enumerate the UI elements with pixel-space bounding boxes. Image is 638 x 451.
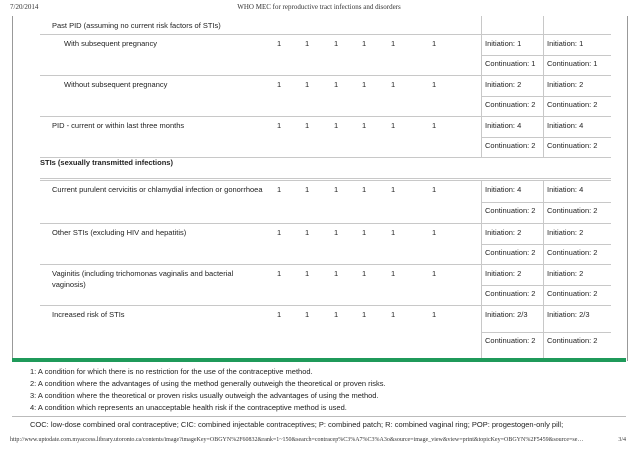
initiation-value: Initiation: 4	[547, 185, 584, 194]
category-value: 1	[277, 39, 282, 48]
category-value: 1	[432, 39, 437, 48]
row-label: PID - current or within last three months	[52, 121, 185, 130]
initiation-value: Initiation: 2/3	[485, 310, 528, 319]
row-divider	[40, 34, 611, 35]
category-value: 1	[362, 269, 367, 278]
continuation-value: Continuation: 2	[547, 140, 598, 150]
category-value: 1	[305, 39, 310, 48]
column-divider	[481, 116, 482, 157]
category-value: 1	[277, 121, 282, 130]
category-value: 1	[334, 80, 339, 89]
category-value: 1	[362, 39, 367, 48]
category-value: 1	[305, 121, 310, 130]
continuation-value: Continuation: 2	[547, 205, 598, 215]
category-value: 1	[305, 228, 310, 237]
category-value: 1	[391, 269, 396, 278]
category-value: 1	[334, 185, 339, 194]
section-title: STIs (sexually transmitted infections)	[40, 158, 173, 167]
row-divider	[481, 332, 611, 333]
legend	[30, 366, 386, 414]
initiation-value: Initiation: 2	[485, 269, 522, 278]
legend-item: 4: A condition which represents an unacceptable health risk if the contraceptive method is used.	[30, 403, 347, 412]
category-value: 1	[305, 269, 310, 278]
continuation-value: Continuation: 1	[547, 58, 598, 68]
category-value: 1	[432, 269, 437, 278]
row-divider	[481, 202, 611, 203]
category-value: 1	[334, 310, 339, 319]
continuation-value: Continuation: 2	[485, 140, 536, 150]
column-divider	[543, 223, 544, 264]
category-value: 1	[432, 185, 437, 194]
category-value: 1	[432, 310, 437, 319]
category-value: 1	[362, 80, 367, 89]
category-value: 1	[305, 185, 310, 194]
initiation-value: Initiation: 1	[485, 39, 522, 48]
footer-url: http://www.uptodate.com.myaccess.library.utoronto.ca/contents/image?imageKey=OBGYN%2F60832&rank=1~150&search=contracep%C3%A7%C3%A3o&source=image_view&view=print&topicKey=OBGYN%2F5459&source=se…	[10, 437, 584, 443]
header-title: WHO MEC for reproductive tract infections and disorders	[237, 3, 401, 11]
column-divider	[543, 75, 544, 116]
continuation-value: Continuation: 2	[547, 335, 598, 345]
initiation-value: Initiation: 2	[485, 228, 522, 237]
category-value: 1	[432, 228, 437, 237]
category-value: 1	[391, 80, 396, 89]
row-divider	[40, 305, 611, 306]
category-value: 1	[432, 121, 437, 130]
row-divider	[481, 285, 611, 286]
abbreviations: COC: low-dose combined oral contraceptive; CIC: combined injectable contraceptives; P: combined patch; R: combined vaginal ring; POP: progestogen-only pill;	[30, 420, 564, 429]
category-value: 1	[391, 228, 396, 237]
category-value: 1	[305, 310, 310, 319]
column-divider	[481, 223, 482, 264]
category-value: 1	[362, 228, 367, 237]
initiation-value: Initiation: 2	[547, 228, 584, 237]
category-value: 1	[277, 80, 282, 89]
category-value: 1	[277, 310, 282, 319]
category-value: 1	[391, 310, 396, 319]
row-label: Without subsequent pregnancy	[64, 80, 168, 89]
initiation-value: Initiation: 1	[547, 39, 584, 48]
column-divider	[481, 305, 482, 358]
column-divider	[481, 34, 482, 75]
continuation-value: Continuation: 2	[547, 99, 598, 109]
row-divider	[40, 75, 611, 76]
initiation-value: Initiation: 4	[547, 121, 584, 130]
category-value: 1	[391, 185, 396, 194]
legend-item: 1: A condition for which there is no restriction for the use of the contraceptive method.	[30, 367, 313, 376]
row-divider	[40, 180, 611, 181]
row-divider	[481, 244, 611, 245]
column-divider	[481, 264, 482, 305]
column-divider	[481, 75, 482, 116]
continuation-value: Continuation: 2	[485, 335, 536, 345]
column-divider	[543, 264, 544, 305]
initiation-value: Initiation: 2/3	[547, 310, 590, 319]
category-value: 1	[334, 121, 339, 130]
continuation-value: Continuation: 2	[485, 99, 536, 109]
row-divider	[40, 264, 611, 265]
row-label: Past PID (assuming no current risk factors of STIs)	[52, 21, 221, 30]
category-value: 1	[362, 185, 367, 194]
category-value: 1	[362, 310, 367, 319]
row-label: With subsequent pregnancy	[64, 39, 157, 48]
footer-page: 3/4	[618, 437, 626, 443]
category-value: 1	[277, 228, 282, 237]
column-divider	[543, 34, 544, 75]
category-value: 1	[334, 228, 339, 237]
row-label: Vaginitis (including trichomonas vaginalis and bacterial vaginosis)	[52, 269, 234, 289]
category-value: 1	[277, 185, 282, 194]
row-divider	[481, 55, 611, 56]
category-value: 1	[391, 121, 396, 130]
category-value: 1	[362, 121, 367, 130]
column-divider	[543, 16, 544, 34]
continuation-value: Continuation: 2	[547, 247, 598, 257]
row-label: Other STIs (excluding HIV and hepatitis)	[52, 228, 187, 237]
initiation-value: Initiation: 4	[485, 121, 522, 130]
column-divider	[481, 180, 482, 223]
category-value: 1	[334, 39, 339, 48]
category-value: 1	[391, 39, 396, 48]
category-value: 1	[305, 80, 310, 89]
continuation-value: Continuation: 2	[485, 288, 536, 298]
row-divider	[481, 96, 611, 97]
category-value: 1	[432, 80, 437, 89]
initiation-value: Initiation: 2	[547, 80, 584, 89]
row-divider	[481, 137, 611, 138]
column-divider	[543, 305, 544, 358]
continuation-value: Continuation: 2	[547, 288, 598, 298]
row-divider	[40, 178, 611, 179]
category-value: 1	[277, 269, 282, 278]
initiation-value: Initiation: 2	[485, 80, 522, 89]
column-divider	[481, 16, 482, 34]
initiation-value: Initiation: 2	[547, 269, 584, 278]
divider	[12, 416, 626, 417]
legend-item: 2: A condition where the advantages of using the method generally outweigh the theoretical or proven risks.	[30, 379, 386, 388]
legend-item: 3: A condition where the theoretical or proven risks usually outweigh the advantages of using the method.	[30, 391, 379, 400]
row-divider	[40, 223, 611, 224]
row-divider	[40, 116, 611, 117]
continuation-value: Continuation: 1	[485, 58, 536, 68]
category-value: 1	[334, 269, 339, 278]
column-divider	[543, 180, 544, 223]
initiation-value: Initiation: 4	[485, 185, 522, 194]
row-label: Increased risk of STIs	[52, 310, 125, 319]
header-date: 7/20/2014	[10, 3, 39, 11]
continuation-value: Continuation: 2	[485, 205, 536, 215]
row-label: Current purulent cervicitis or chlamydial infection or gonorrhoea	[52, 185, 263, 194]
continuation-value: Continuation: 2	[485, 247, 536, 257]
page-header	[0, 3, 638, 15]
table-bottom-bar	[12, 358, 626, 362]
column-divider	[543, 116, 544, 157]
